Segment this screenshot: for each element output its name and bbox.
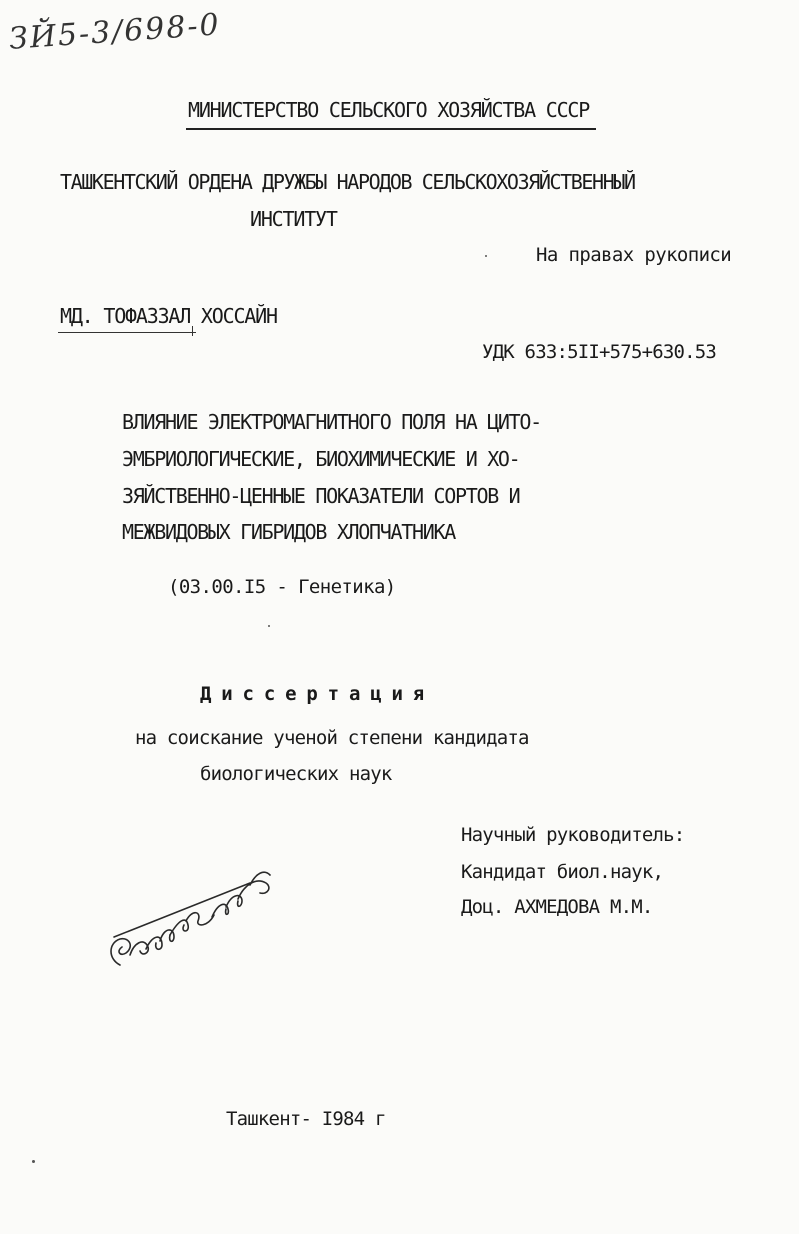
paper-speck: [268, 625, 270, 627]
document-type: Д и с с е р т а ц и я: [200, 683, 424, 705]
specialty-code: (03.00.I5 - Генетика): [168, 576, 396, 598]
author-name: МД. ТОФАЗЗАЛ ХОССАЙН: [60, 304, 277, 328]
advisor-name: Доц. АХМЕДОВА М.М.: [461, 896, 653, 918]
dissertation-title-line: ЗЯЙСТВЕННО-ЦЕННЫЕ ПОКАЗАТЕЛИ СОРТОВ И: [122, 484, 520, 508]
institute-name-line2: ИНСТИТУТ: [250, 207, 337, 231]
udc-code: УДК 633:5II+575+630.53: [482, 341, 717, 363]
advisor-label: Научный руководитель:: [461, 824, 685, 846]
dissertation-title-line: ВЛИЯНИЕ ЭЛЕКТРОМАГНИТНОГО ПОЛЯ НА ЦИТО-: [122, 410, 541, 434]
paper-speck: [485, 255, 487, 257]
degree-line1: на соискание ученой степени кандидата: [135, 727, 529, 749]
advisor-degree: Кандидат биол.наук,: [461, 861, 664, 883]
manuscript-rights: На правах рукописи: [536, 244, 732, 266]
author-underline: [58, 332, 196, 333]
archive-number-handwritten: ЗЙ5-3/698-0: [8, 7, 222, 57]
ministry-underline: [186, 128, 596, 130]
dissertation-title-line: МЕЖВИДОВЫХ ГИБРИДОВ ХЛОПЧАТНИКА: [122, 520, 455, 544]
paper-speck: [32, 1160, 35, 1163]
author-signature: [100, 855, 280, 985]
institute-name-line1: ТАШКЕНТСКИЙ ОРДЕНА ДРУЖБЫ НАРОДОВ СЕЛЬСКОХОЗЯЙСТВЕННЫЙ: [60, 170, 635, 194]
ministry-heading: МИНИСТЕРСТВО СЕЛЬСКОГО ХОЗЯЙСТВА СССР: [188, 98, 590, 122]
place-and-year: Ташкент- I984 г: [226, 1108, 386, 1130]
author-underline-tick: [192, 326, 193, 336]
degree-line2: биологических наук: [200, 763, 392, 785]
dissertation-title-line: ЭМБРИОЛОГИЧЕСКИЕ, БИОХИМИЧЕСКИЕ И ХО-: [122, 447, 520, 471]
